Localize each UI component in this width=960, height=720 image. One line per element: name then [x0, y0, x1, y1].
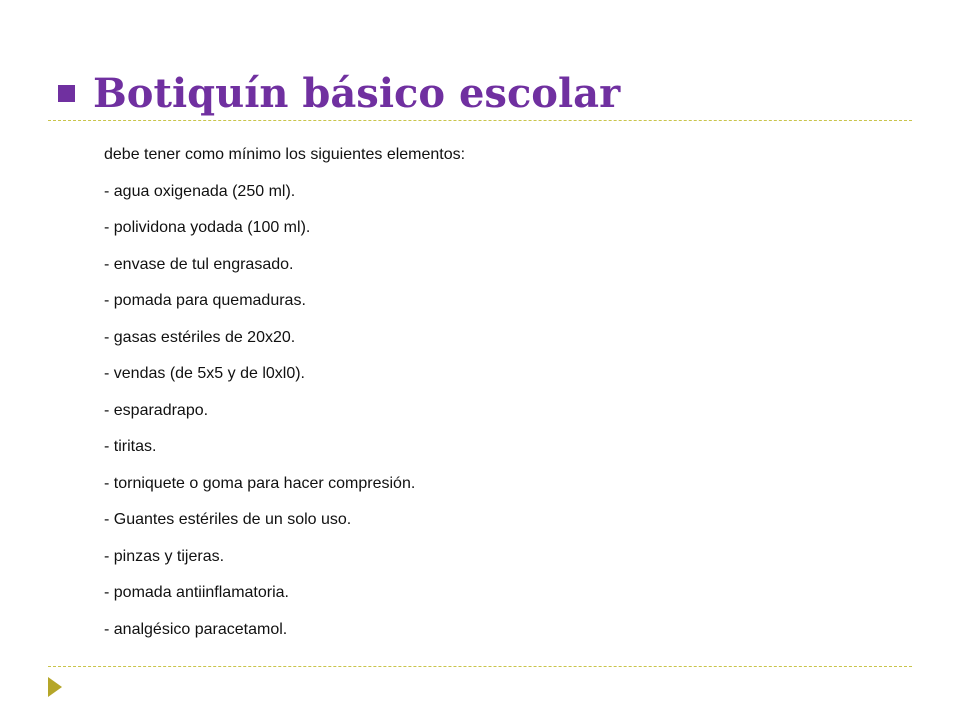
list-item: - gasas estériles de 20x20. [104, 328, 296, 346]
title-divider [48, 120, 912, 121]
intro-line: debe tener como mínimo los siguientes elementos: [104, 146, 466, 163]
list-item: - agua oxigenada (250 ml). [104, 182, 296, 200]
list-item: - Guantes estériles de un solo uso. [104, 511, 352, 528]
list-item: - polividona yodada (100 ml). [104, 219, 311, 236]
square-bullet-icon [58, 85, 75, 102]
list-item: - pinzas y tijeras. [104, 547, 225, 565]
list-item: - vendas (de 5x5 y de l0xl0). [104, 365, 305, 382]
list-item: - pomada para quemaduras. [104, 292, 306, 309]
list-item: - esparadrapo. [104, 401, 209, 419]
slide-title-text: Botiquín básico escolar [93, 70, 621, 117]
list-item: - torniquete o goma para hacer compresión. [104, 474, 416, 492]
list-item: - pomada antiinflamatoria. [104, 584, 289, 601]
list-item: - analgésico paracetamol. [104, 620, 288, 638]
list-item: - tiritas. [104, 438, 157, 455]
slide-title [58, 68, 620, 120]
triangle-arrow-icon [48, 677, 62, 697]
list-item: - envase de tul engrasado. [104, 255, 294, 273]
body-text [104, 142, 465, 653]
footer-divider [48, 666, 912, 667]
